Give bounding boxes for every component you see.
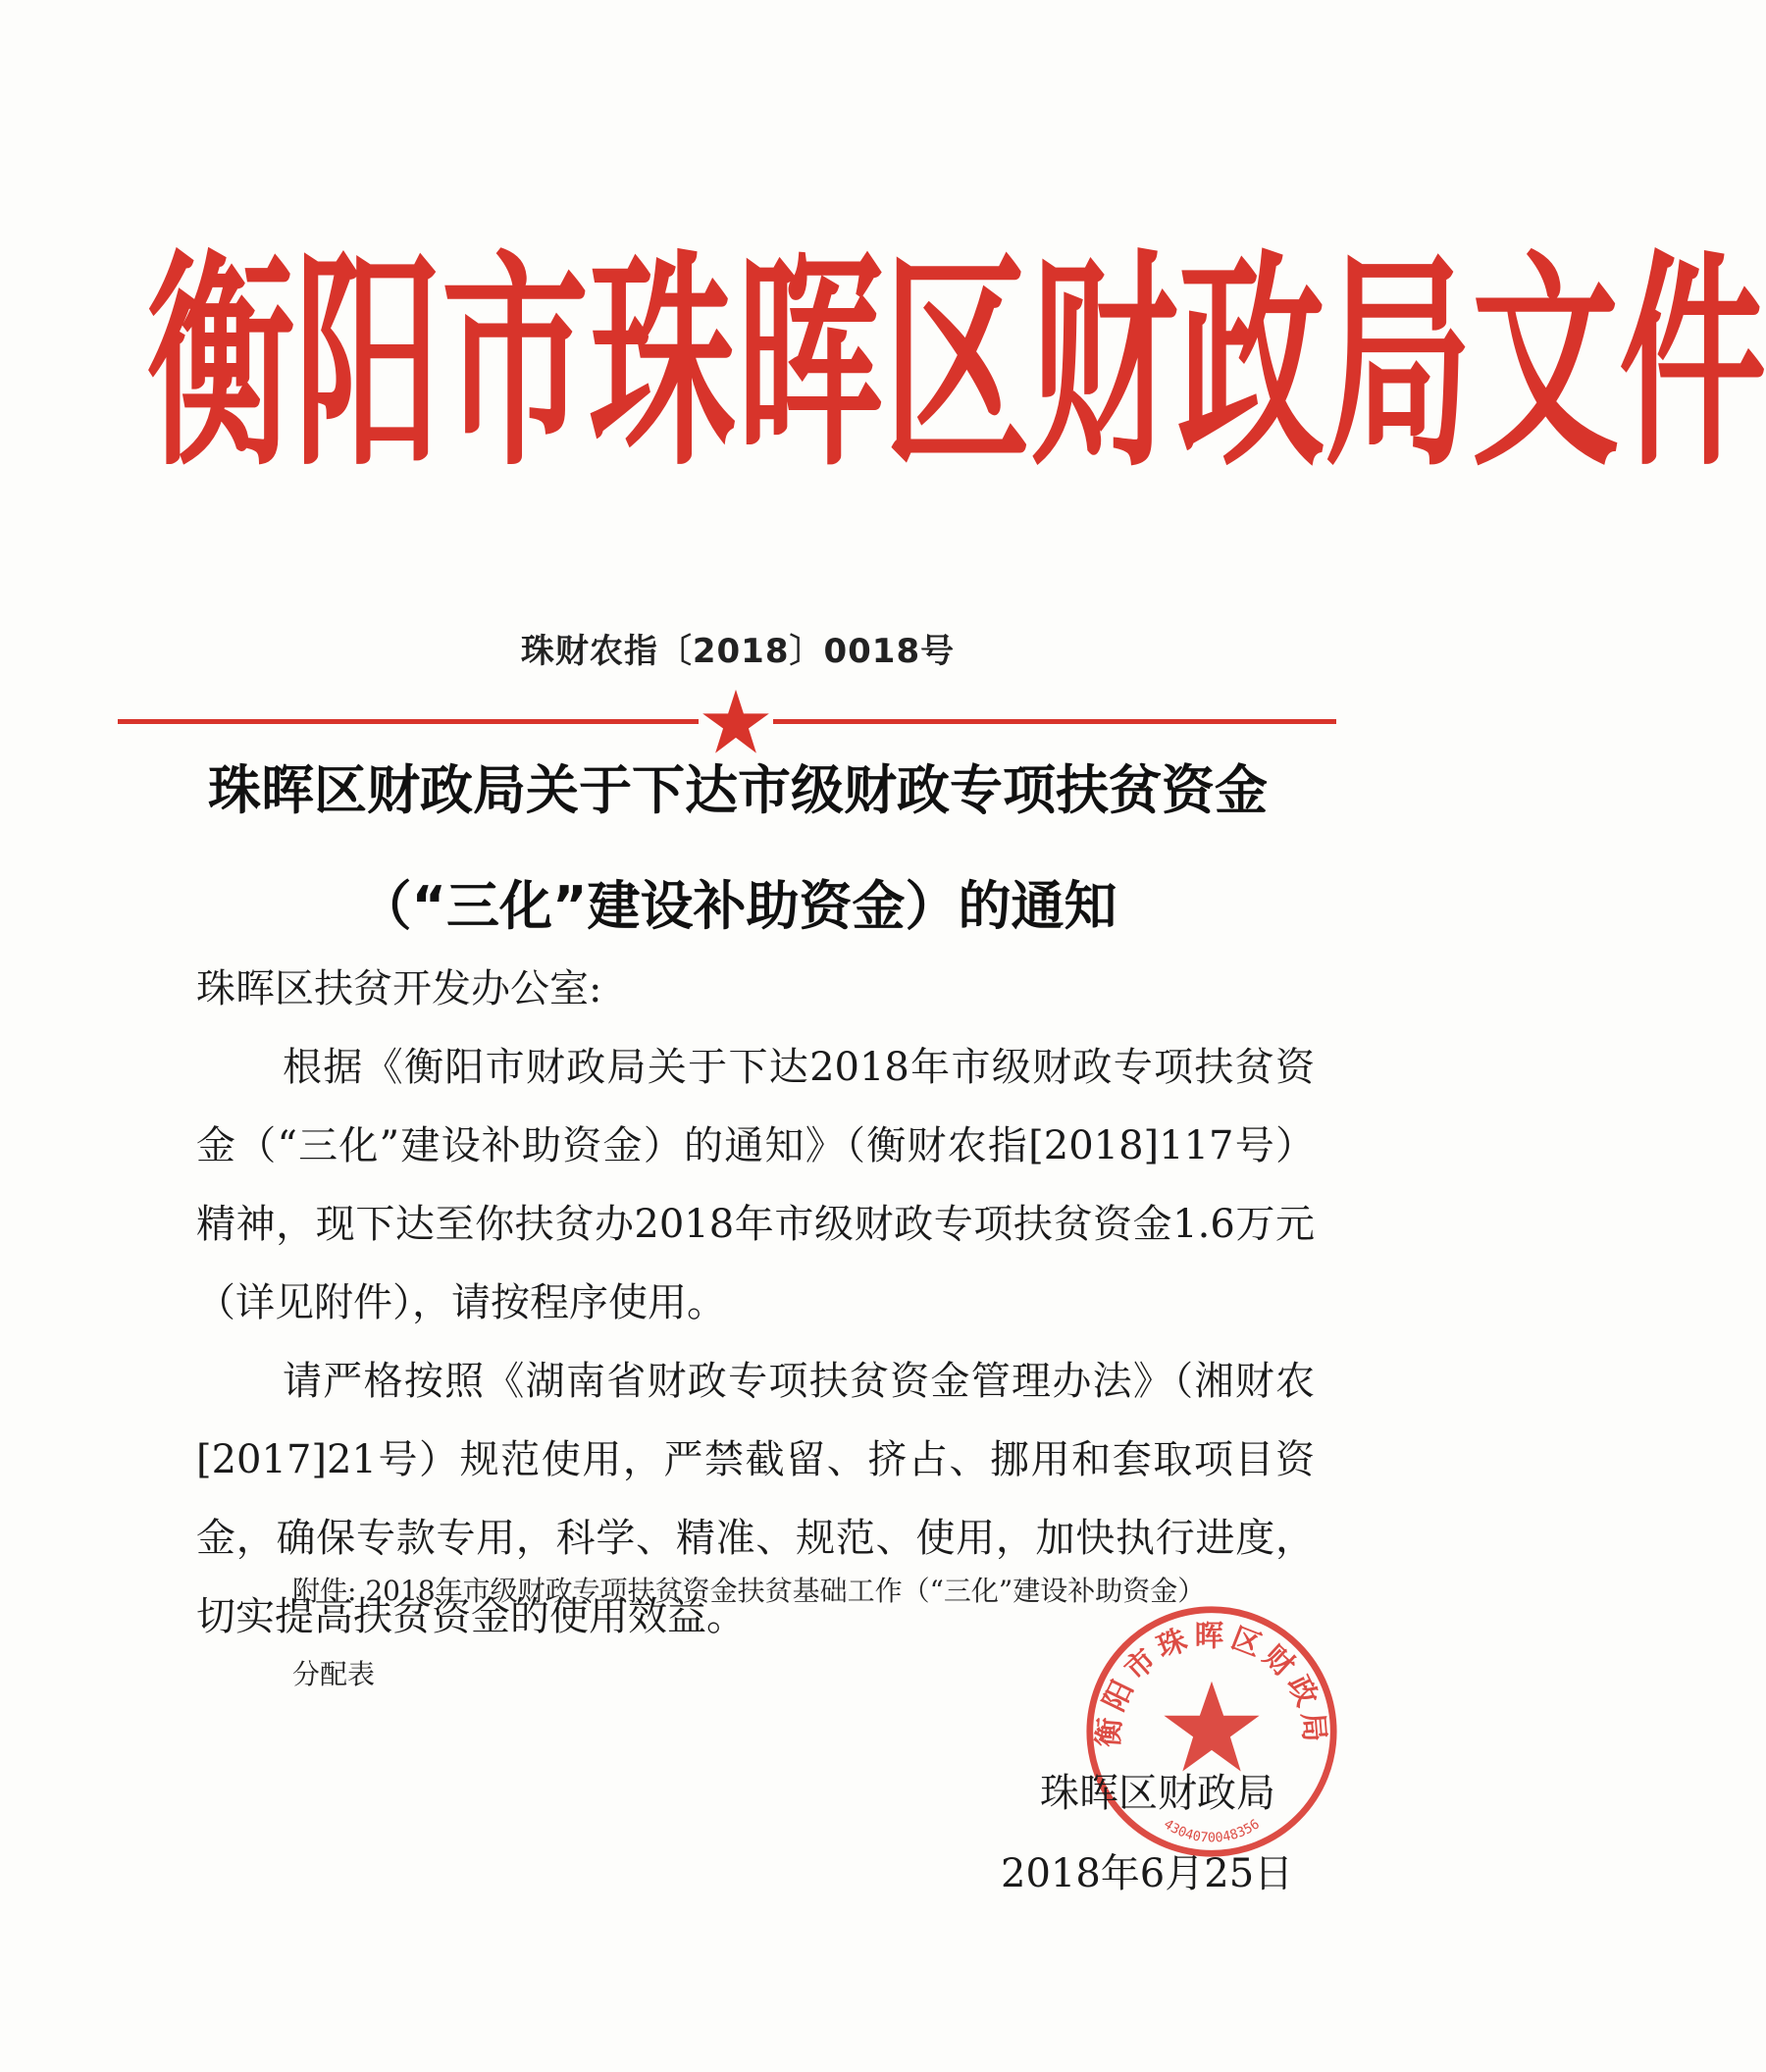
red-rule-left — [118, 719, 699, 724]
attachment-note-cont: 分配表 — [292, 1658, 376, 1690]
attachment-note: 附件: 2018年市级财政专项扶贫资金扶贫基础工作（“三化”建设补助资金） — [292, 1575, 1206, 1607]
notice-title-line1: 珠晖区财政局关于下达市级财政专项扶贫资金 — [208, 759, 1268, 821]
masthead-char: 衡 — [147, 233, 295, 498]
document-number: 珠财农指〔2018〕0018号 — [520, 632, 956, 671]
official-seal — [1079, 1599, 1344, 1864]
masthead-char: 阳 — [294, 233, 442, 498]
masthead-char: 财 — [1030, 233, 1178, 498]
masthead-char: 市 — [442, 233, 590, 498]
masthead-char: 珠 — [589, 233, 737, 498]
masthead-char: 局 — [1324, 233, 1473, 498]
issuer-name: 珠晖区财政局 — [1040, 1771, 1275, 1816]
masthead-char: 政 — [1177, 233, 1325, 498]
svg-text:衡阳市珠晖区财政局: 衡阳市珠晖区财政局 — [1091, 1619, 1332, 1749]
masthead-title — [147, 233, 1766, 525]
body-paragraph: 根据《衡阳市财政局关于下达2018年市级财政专项扶贫资金（“三化”建设补助资金）的通知》（衡财农指[2018]117号）精神，现下达至你扶贫办2018年市级财政专项扶贫资金1.6万元（详见附件），请按程序使用。 — [196, 1045, 1315, 1325]
masthead-char: 晖 — [736, 233, 884, 498]
masthead-char: 文 — [1472, 233, 1620, 498]
body-paragraph: 请严格按照《湖南省财政专项扶贫资金管理办法》（湘财农[2017]21号）规范使用，严禁截留、挤占、挪用和套取项目资金，确保专款专用，科学、精准、规范、使用，加快执行进度，切实提高扶贫资金的使用效益。 — [196, 1359, 1315, 1639]
red-rule-right — [773, 719, 1336, 724]
notice-title-line2: （“三化”建设补助资金）的通知 — [358, 875, 1117, 937]
salutation: 珠晖区扶贫开发办公室: — [196, 966, 602, 1011]
masthead-char: 件 — [1619, 233, 1766, 498]
masthead-char: 区 — [883, 233, 1031, 498]
issue-date: 2018年6月25日 — [1001, 1851, 1294, 1896]
red-star-icon — [699, 687, 773, 757]
svg-text:4304070048356: 4304070048356 — [1161, 1816, 1263, 1846]
